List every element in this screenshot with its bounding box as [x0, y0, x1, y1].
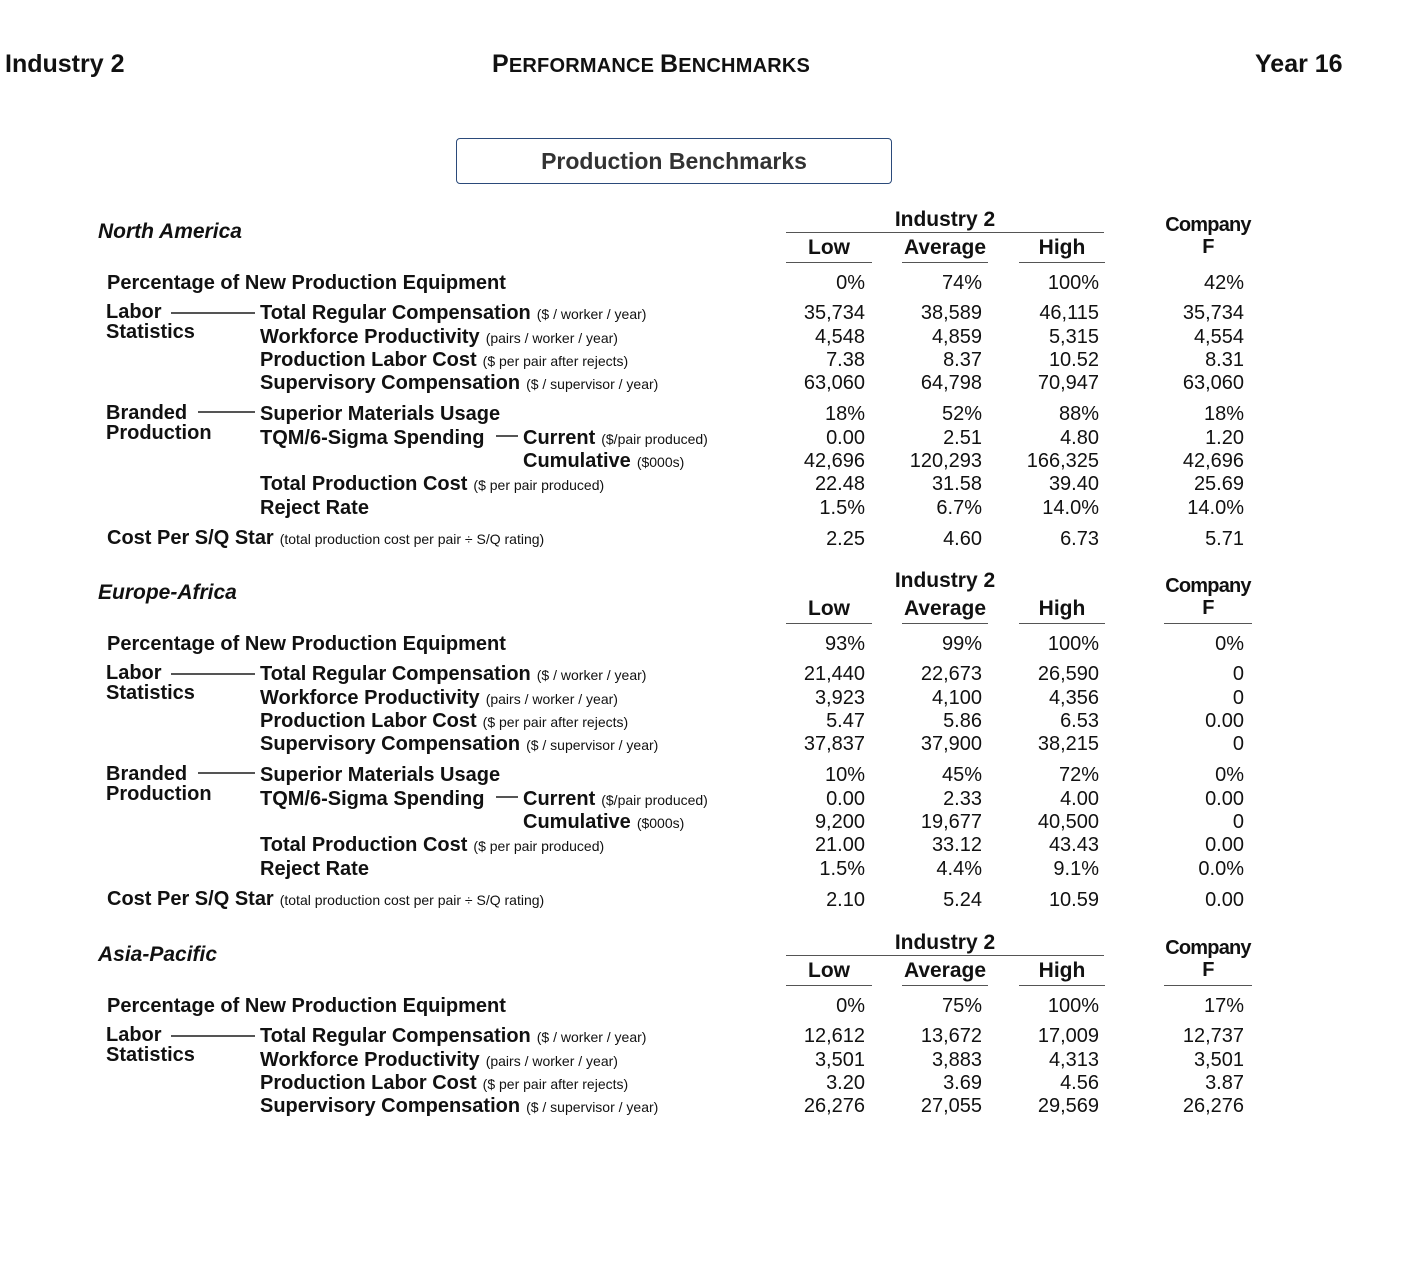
value-cell: 0%: [836, 995, 865, 1017]
value-cell: 46,115: [1039, 302, 1099, 324]
value-cell: 0.00: [1205, 889, 1244, 911]
value-cell: 4.80: [1060, 427, 1099, 449]
value-cell: 10.59: [1048, 889, 1099, 911]
company-header: Company F: [1164, 937, 1252, 986]
value-cell: 31.58: [931, 473, 982, 495]
value-cell: 1.20: [1205, 427, 1244, 449]
prod-labor-cost-label: Production Labor Cost ($ per pair after rejects): [260, 349, 629, 371]
value-cell: 0.00: [826, 788, 865, 810]
value-cell: 2.25: [826, 528, 865, 550]
value-cell: 27,055: [920, 1095, 982, 1117]
value-cell: 19,677: [920, 811, 982, 833]
value-cell: 63,060: [1182, 372, 1244, 394]
value-cell: 7.38: [826, 349, 865, 371]
tqm-connector: [496, 435, 518, 437]
value-cell: 0.00: [1205, 788, 1244, 810]
value-cell: 0.0%: [1198, 858, 1244, 880]
value-cell: 10.52: [1048, 349, 1099, 371]
value-cell: 3.87: [1205, 1072, 1244, 1094]
value-cell: 33.12: [931, 834, 982, 856]
tqm-label: TQM/6-Sigma Spending: [260, 788, 485, 810]
industry-group-header: Industry 2: [786, 931, 1104, 956]
low-header: Low: [786, 236, 872, 263]
total-prod-cost-label: Total Production Cost ($ per pair produced): [260, 834, 605, 856]
value-cell: 39.40: [1048, 473, 1099, 495]
pct-new-equipment-label: Percentage of New Production Equipment: [107, 272, 506, 294]
branded-connector: [198, 411, 255, 413]
value-cell: 74%: [941, 272, 982, 294]
value-cell: 6.73: [1060, 528, 1099, 550]
value-cell: 100%: [1047, 995, 1099, 1017]
value-cell: 42,696: [1182, 450, 1244, 472]
low-header: Low: [786, 597, 872, 624]
tqm-label: TQM/6-Sigma Spending: [260, 427, 485, 449]
value-cell: 1.5%: [819, 497, 865, 519]
value-cell: 14.0%: [1042, 497, 1099, 519]
value-cell: 37,837: [803, 733, 865, 755]
value-cell: 6.53: [1060, 710, 1099, 732]
value-cell: 8.37: [943, 349, 982, 371]
value-cell: 3,501: [1193, 1049, 1244, 1071]
region-europe-africa: [0, 561, 1428, 923]
value-cell: 5.86: [943, 710, 982, 732]
value-cell: 29,569: [1037, 1095, 1099, 1117]
section-title-box: Production Benchmarks: [456, 138, 892, 184]
value-cell: 100%: [1047, 633, 1099, 655]
value-cell: 13,672: [920, 1025, 982, 1047]
value-cell: 4,100: [931, 687, 982, 709]
industry-label: Industry 2: [5, 50, 125, 78]
value-cell: 43.43: [1048, 834, 1099, 856]
value-cell: 22,673: [920, 663, 982, 685]
year-label: Year 16: [1255, 50, 1343, 78]
value-cell: 52%: [941, 403, 982, 425]
benchmarks-content: [0, 200, 1428, 1117]
value-cell: 1.5%: [819, 858, 865, 880]
branded-production-label: Branded Production: [106, 402, 212, 444]
tqm-current-label: Current ($/pair produced): [523, 788, 708, 810]
prod-labor-cost-label: Production Labor Cost ($ per pair after rejects): [260, 1072, 629, 1094]
tqm-cumulative-label: Cumulative ($000s): [523, 811, 685, 833]
value-cell: 12,612: [803, 1025, 865, 1047]
value-cell: 0: [1232, 733, 1244, 755]
high-header: High: [1019, 959, 1105, 986]
value-cell: 100%: [1047, 272, 1099, 294]
value-cell: 35,734: [803, 302, 865, 324]
value-cell: 5.24: [943, 889, 982, 911]
value-cell: 26,590: [1037, 663, 1099, 685]
value-cell: 5.71: [1205, 528, 1244, 550]
value-cell: 64,798: [920, 372, 982, 394]
value-cell: 0%: [1215, 764, 1244, 786]
industry-group-header: Industry 2: [894, 569, 996, 592]
supervisory-comp-label: Supervisory Compensation ($ / supervisor / year): [260, 733, 659, 755]
value-cell: 0.00: [826, 427, 865, 449]
tqm-cumulative-label: Cumulative ($000s): [523, 450, 685, 472]
value-cell: 9,200: [814, 811, 865, 833]
value-cell: 4.60: [943, 528, 982, 550]
value-cell: 88%: [1058, 403, 1099, 425]
value-cell: 45%: [941, 764, 982, 786]
value-cell: 3,883: [931, 1049, 982, 1071]
value-cell: 5,315: [1048, 326, 1099, 348]
value-cell: 0: [1232, 687, 1244, 709]
value-cell: 5.47: [826, 710, 865, 732]
value-cell: 3.69: [943, 1072, 982, 1094]
value-cell: 38,215: [1037, 733, 1099, 755]
labor-statistics-label: Labor Statistics: [106, 662, 195, 704]
value-cell: 2.51: [943, 427, 982, 449]
company-header: Company F: [1165, 214, 1251, 258]
workforce-prod-label: Workforce Productivity (pairs / worker / year): [260, 1049, 618, 1071]
labor-connector: [171, 312, 255, 314]
tqm-current-label: Current ($/pair produced): [523, 427, 708, 449]
value-cell: 14.0%: [1187, 497, 1244, 519]
labor-connector: [171, 1035, 255, 1037]
supervisory-comp-label: Supervisory Compensation ($ / supervisor / year): [260, 1095, 659, 1117]
value-cell: 37,900: [920, 733, 982, 755]
value-cell: 3.20: [826, 1072, 865, 1094]
value-cell: 35,734: [1182, 302, 1244, 324]
labor-statistics-label: Labor Statistics: [106, 301, 195, 343]
pct-new-equipment-label: Percentage of New Production Equipment: [107, 995, 506, 1017]
value-cell: 2.33: [943, 788, 982, 810]
value-cell: 4,313: [1048, 1049, 1099, 1071]
company-header: Company F: [1164, 575, 1252, 624]
average-header: Average: [902, 597, 988, 624]
branded-connector: [198, 772, 255, 774]
total-reg-comp-label: Total Regular Compensation ($ / worker / year): [260, 1025, 647, 1047]
region-name: Europe-Africa: [98, 581, 237, 604]
region-name: North America: [98, 220, 242, 243]
value-cell: 0: [1232, 663, 1244, 685]
value-cell: 4,548: [814, 326, 865, 348]
branded-production-label: Branded Production: [106, 763, 212, 805]
value-cell: 4.4%: [936, 858, 982, 880]
average-header: Average: [902, 236, 988, 263]
value-cell: 3,501: [814, 1049, 865, 1071]
region-north-america: [0, 200, 1428, 562]
value-cell: 70,947: [1037, 372, 1099, 394]
reject-rate-label: Reject Rate: [260, 497, 369, 519]
value-cell: 4,554: [1193, 326, 1244, 348]
superior-materials-label: Superior Materials Usage: [260, 764, 501, 786]
value-cell: 42,696: [803, 450, 865, 472]
value-cell: 38,589: [920, 302, 982, 324]
value-cell: 93%: [824, 633, 865, 655]
pct-new-equipment-label: Percentage of New Production Equipment: [107, 633, 506, 655]
value-cell: 26,276: [1182, 1095, 1244, 1117]
average-header: Average: [902, 959, 988, 986]
value-cell: 17%: [1203, 995, 1244, 1017]
value-cell: 40,500: [1037, 811, 1099, 833]
value-cell: 63,060: [803, 372, 865, 394]
region-asia-pacific: [0, 923, 1428, 1285]
low-header: Low: [786, 959, 872, 986]
total-reg-comp-label: Total Regular Compensation ($ / worker / year): [260, 663, 647, 685]
value-cell: 21,440: [803, 663, 865, 685]
tqm-connector: [496, 796, 518, 798]
value-cell: 10%: [824, 764, 865, 786]
prod-labor-cost-label: Production Labor Cost ($ per pair after rejects): [260, 710, 629, 732]
cost-per-star-label: Cost Per S/Q Star (total production cost per pair ÷ S/Q rating): [107, 888, 545, 910]
region-name: Asia-Pacific: [98, 943, 218, 966]
workforce-prod-label: Workforce Productivity (pairs / worker / year): [260, 687, 618, 709]
value-cell: 166,325: [1026, 450, 1099, 472]
value-cell: 99%: [941, 633, 982, 655]
workforce-prod-label: Workforce Productivity (pairs / worker / year): [260, 326, 618, 348]
value-cell: 12,737: [1182, 1025, 1244, 1047]
value-cell: 4,859: [931, 326, 982, 348]
value-cell: 26,276: [803, 1095, 865, 1117]
value-cell: 4.00: [1060, 788, 1099, 810]
value-cell: 42%: [1203, 272, 1244, 294]
value-cell: 21.00: [814, 834, 865, 856]
value-cell: 4.56: [1060, 1072, 1099, 1094]
value-cell: 0.00: [1205, 834, 1244, 856]
labor-connector: [171, 673, 255, 675]
value-cell: 0.00: [1205, 710, 1244, 732]
page-title: PERFORMANCE BENCHMARKS: [492, 50, 811, 78]
value-cell: 4,356: [1048, 687, 1099, 709]
value-cell: 2.10: [826, 889, 865, 911]
value-cell: 0%: [1215, 633, 1244, 655]
value-cell: 22.48: [814, 473, 865, 495]
labor-statistics-label: Labor Statistics: [106, 1024, 195, 1066]
value-cell: 75%: [941, 995, 982, 1017]
reject-rate-label: Reject Rate: [260, 858, 369, 880]
high-header: High: [1019, 597, 1105, 624]
cost-per-star-label: Cost Per S/Q Star (total production cost per pair ÷ S/Q rating): [107, 527, 545, 549]
value-cell: 0%: [836, 272, 865, 294]
value-cell: 9.1%: [1053, 858, 1099, 880]
superior-materials-label: Superior Materials Usage: [260, 403, 501, 425]
value-cell: 17,009: [1037, 1025, 1099, 1047]
value-cell: 72%: [1058, 764, 1099, 786]
value-cell: 25.69: [1193, 473, 1244, 495]
industry-group-header: Industry 2: [786, 208, 1104, 233]
value-cell: 6.7%: [936, 497, 982, 519]
value-cell: 18%: [1203, 403, 1244, 425]
value-cell: 3,923: [814, 687, 865, 709]
value-cell: 18%: [824, 403, 865, 425]
value-cell: 120,293: [909, 450, 982, 472]
supervisory-comp-label: Supervisory Compensation ($ / supervisor / year): [260, 372, 659, 394]
value-cell: 8.31: [1205, 349, 1244, 371]
high-header: High: [1019, 236, 1105, 263]
total-prod-cost-label: Total Production Cost ($ per pair produced): [260, 473, 605, 495]
value-cell: 0: [1232, 811, 1244, 833]
total-reg-comp-label: Total Regular Compensation ($ / worker / year): [260, 302, 647, 324]
